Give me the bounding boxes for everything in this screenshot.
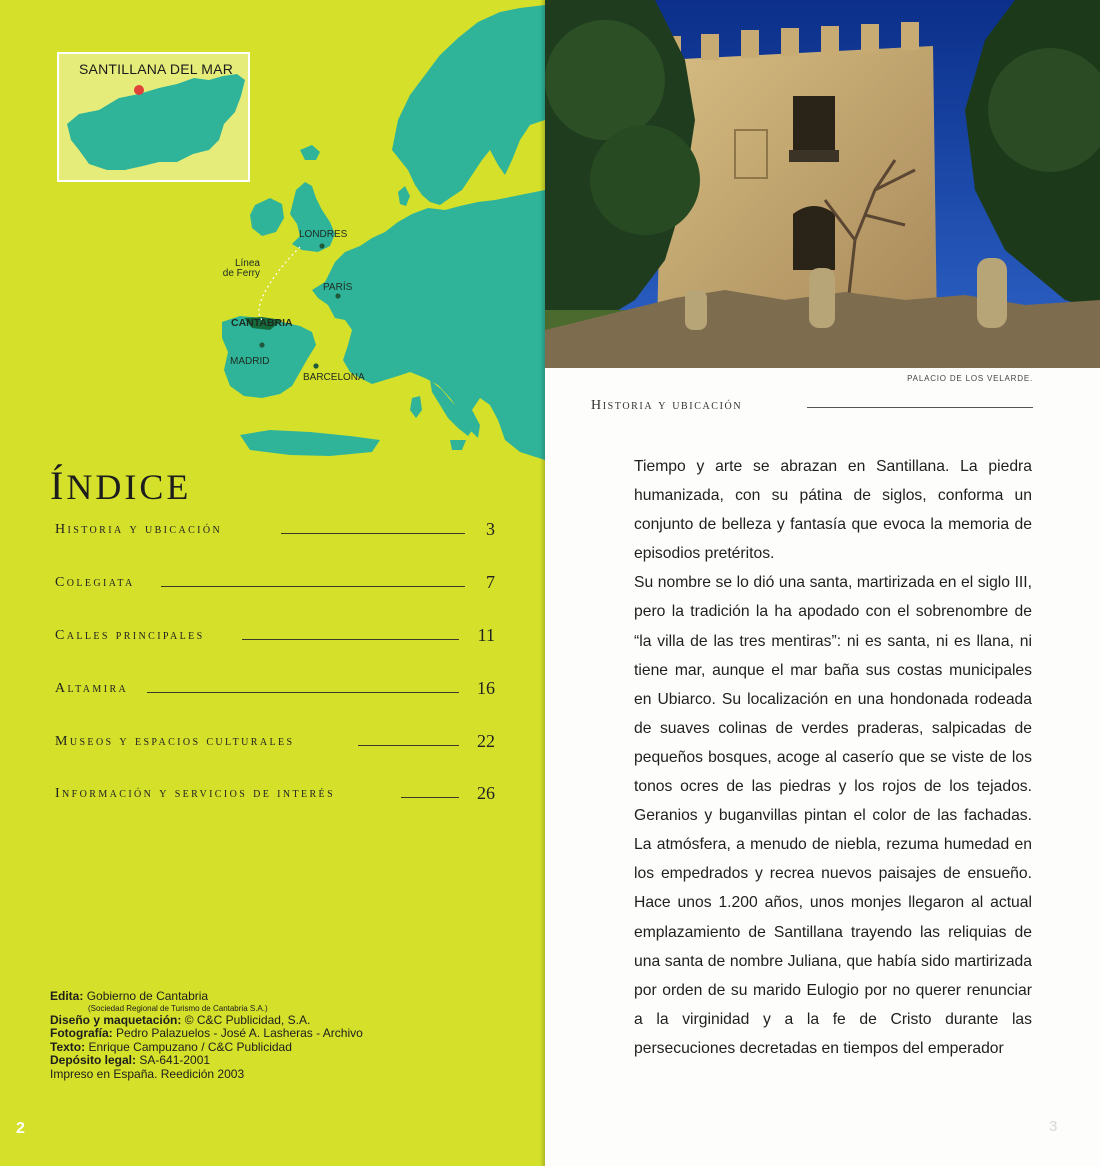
toc-item-museos[interactable] (55, 728, 495, 752)
londres-dot (319, 243, 324, 248)
section-heading: Historia y ubicación (591, 398, 743, 413)
toc-label: Museos y espacios culturales (55, 734, 295, 749)
photo-caption: PALACIO DE LOS VELARDE. (907, 374, 1033, 383)
label-madrid: MADRID (230, 356, 270, 367)
page-number-left: 2 (16, 1120, 25, 1137)
credits-block (50, 990, 363, 1081)
toc-page-number: 11 (477, 625, 495, 645)
toc-page-number: 16 (477, 678, 495, 698)
toc-leader-line (281, 533, 465, 534)
toc-leader-line (242, 639, 459, 640)
credit-label: Diseño y maquetación: (50, 1012, 182, 1027)
toc-leader-line (358, 745, 459, 746)
toc-page-number: 3 (486, 519, 495, 539)
credit-value: SA-641-2001 (139, 1053, 211, 1067)
credit-label: Fotografía: (50, 1026, 113, 1040)
label-ferry-line1: Línea (234, 258, 260, 269)
toc-item-altamira[interactable] (55, 675, 495, 699)
credit-fotografia (50, 1027, 363, 1041)
paris-dot (335, 293, 340, 298)
page-number-right: 3 (1049, 1118, 1058, 1135)
santillana-marker (134, 85, 144, 95)
index-title (50, 462, 191, 509)
toc-item-calles[interactable] (55, 622, 495, 646)
paragraph-2: Su nombre se lo dió una santa, martirizada en el siglo III, pero la tradición la ha apodado con el sobrenombre de “la villa de las tres mentiras”: ni es santa, ni es llana, ni tiene mar, aunque el mar baña sus costas municipales en Ubiarco. Su localización en una hondonada rodeada de suaves colinas de verdes praderas, salpicadas de pequeños bosques, acoge al caserío que se viste de los tonos ocres de las piedras y los rojos de los tejados. Geranios y buganvillas pintan el color de las fachadas. La atmósfera, a menudo de niebla, rezuma humedad en los empedrados y recrea nuevos paisajes de ensueño. Hace unos 1.200 años, unos monjes llegaron al actual emplazamiento de Santillana trayendo las reliquias de una santa de nombre Juliana, que había sido martirizada por orden de su marido Eulogio por no querer renunciar a la virginidad y a la fe de Cristo durante las persecuciones decretadas en tiempos del emperador (634, 574, 1032, 1057)
toc-leader-line (401, 797, 459, 798)
label-barcelona: BARCELONA (303, 372, 365, 383)
label-ferry-line2: de Ferry (222, 268, 260, 279)
body-text (634, 452, 1032, 1063)
toc-leader-line (161, 586, 465, 587)
credit-value: Pedro Palazuelos - José A. Lasheras - Archivo (116, 1026, 363, 1040)
santillana-inset-map (57, 52, 250, 182)
label-paris: PARÍS (323, 282, 353, 293)
barcelona-dot (313, 363, 318, 368)
index-title-cap: Í (50, 463, 67, 508)
label-cantabria: CANTABRIA (231, 317, 293, 329)
madrid-dot (259, 342, 264, 347)
toc-label: Historia y ubicación (55, 522, 223, 537)
credit-label: Texto: (50, 1039, 86, 1054)
credit-label: Depósito legal: (50, 1053, 137, 1067)
toc-item-colegiata[interactable] (55, 569, 495, 593)
index-title-rest: NDICE (66, 467, 192, 507)
toc-label: Colegiata (55, 575, 135, 590)
cantabria-inset-shape (59, 54, 248, 180)
credit-impreso: Impreso en España. Reedición 2003 (50, 1066, 245, 1081)
inset-map-title: SANTILLANA DEL MAR (79, 61, 234, 77)
toc-item-informacion[interactable] (55, 780, 495, 804)
credit-edita-note: (Sociedad Regional de Turismo de Cantabria S.A.) (88, 1003, 268, 1013)
credit-value: Enrique Campuzano / C&C Publicidad (88, 1039, 292, 1054)
credit-value: © C&C Publicidad, S.A. (184, 1012, 311, 1027)
label-londres: LONDRES (299, 229, 348, 240)
paragraph-1: Tiempo y arte se abrazan en Santillana. La piedra humanizada, con su pátina de siglos, conforma un conjunto de belleza y fantasía que evoca la memoria de episodios pretéritos. (634, 458, 1032, 563)
toc-page-number: 26 (477, 783, 495, 803)
toc-page-number: 22 (477, 731, 495, 751)
left-page (0, 0, 545, 1166)
toc-leader-line (147, 692, 459, 693)
right-page (545, 0, 1100, 1166)
credit-value: Gobierno de Cantabria (86, 989, 209, 1003)
credit-texto (50, 1041, 363, 1055)
palacio-de-los-velarde-photo (545, 0, 1100, 368)
credit-deposito (50, 1054, 363, 1068)
section-heading-rule (807, 407, 1033, 408)
toc-label: Calles principales (55, 628, 205, 643)
credit-edita (50, 990, 363, 1004)
label-ferry (218, 259, 260, 279)
toc-label: Altamira (55, 681, 129, 696)
toc-item-historia[interactable] (55, 516, 495, 540)
credit-label: Edita: (50, 989, 84, 1003)
toc-label: Información y servicios de interés (55, 786, 336, 801)
toc-page-number: 7 (486, 572, 495, 592)
ferry-route-line (259, 247, 300, 320)
credit-diseno (50, 1014, 363, 1028)
